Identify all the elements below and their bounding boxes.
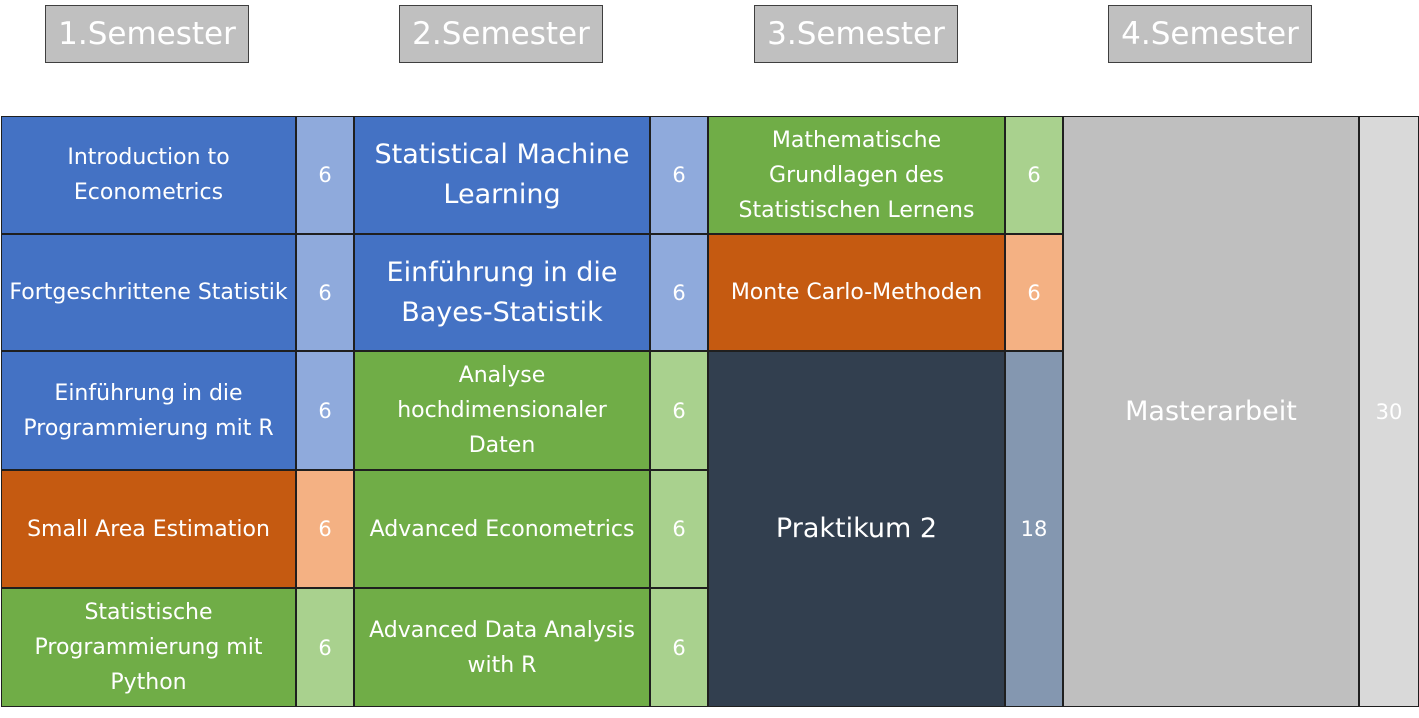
credit-points: 6 xyxy=(297,117,353,233)
module-statistische-programmierung-python: Statistische Programmierung mit Python xyxy=(2,589,295,706)
semester-header-2: 2.Semester xyxy=(399,5,603,63)
credit-points: 6 xyxy=(651,235,707,350)
module-advanced-data-analysis-r: Advanced Data Analysis with R xyxy=(355,589,649,706)
credit-points: 6 xyxy=(651,589,707,706)
module-fortgeschrittene-statistik: Fortgeschrittene Statistik xyxy=(2,235,295,350)
credit-points: 6 xyxy=(1006,235,1062,350)
module-einfuehrung-bayes-statistik: Einführung in die Bayes-Statistik xyxy=(355,235,649,350)
semester-header-1: 1.Semester xyxy=(45,5,249,63)
credit-points: 6 xyxy=(651,352,707,469)
module-statistical-machine-learning: Statistical Machine Learning xyxy=(355,117,649,233)
credit-points: 18 xyxy=(1006,352,1062,706)
credit-points: 6 xyxy=(297,589,353,706)
credit-points: 6 xyxy=(651,117,707,233)
credit-points: 6 xyxy=(297,352,353,469)
module-praktikum-2: Praktikum 2 xyxy=(709,352,1004,706)
module-analyse-hochdimensionaler-daten: Analyse hochdimensionaler Daten xyxy=(355,352,649,469)
curriculum-grid xyxy=(1,116,1419,707)
module-mathematische-grundlagen: Mathematische Grundlagen des Statistischen Lernens xyxy=(709,117,1004,233)
credit-points: 6 xyxy=(1006,117,1062,233)
credit-points: 30 xyxy=(1360,117,1418,706)
module-einfuehrung-programmierung-r: Einführung in die Programmierung mit R xyxy=(2,352,295,469)
module-advanced-econometrics: Advanced Econometrics xyxy=(355,471,649,587)
module-monte-carlo-methoden: Monte Carlo-Methoden xyxy=(709,235,1004,350)
module-small-area-estimation: Small Area Estimation xyxy=(2,471,295,587)
module-introduction-to-econometrics: Introduction to Econometrics xyxy=(2,117,295,233)
module-masterarbeit: Masterarbeit xyxy=(1064,117,1358,706)
credit-points: 6 xyxy=(651,471,707,587)
credit-points: 6 xyxy=(297,235,353,350)
semester-header-4: 4.Semester xyxy=(1108,5,1312,63)
credit-points: 6 xyxy=(297,471,353,587)
semester-header-3: 3.Semester xyxy=(754,5,958,63)
